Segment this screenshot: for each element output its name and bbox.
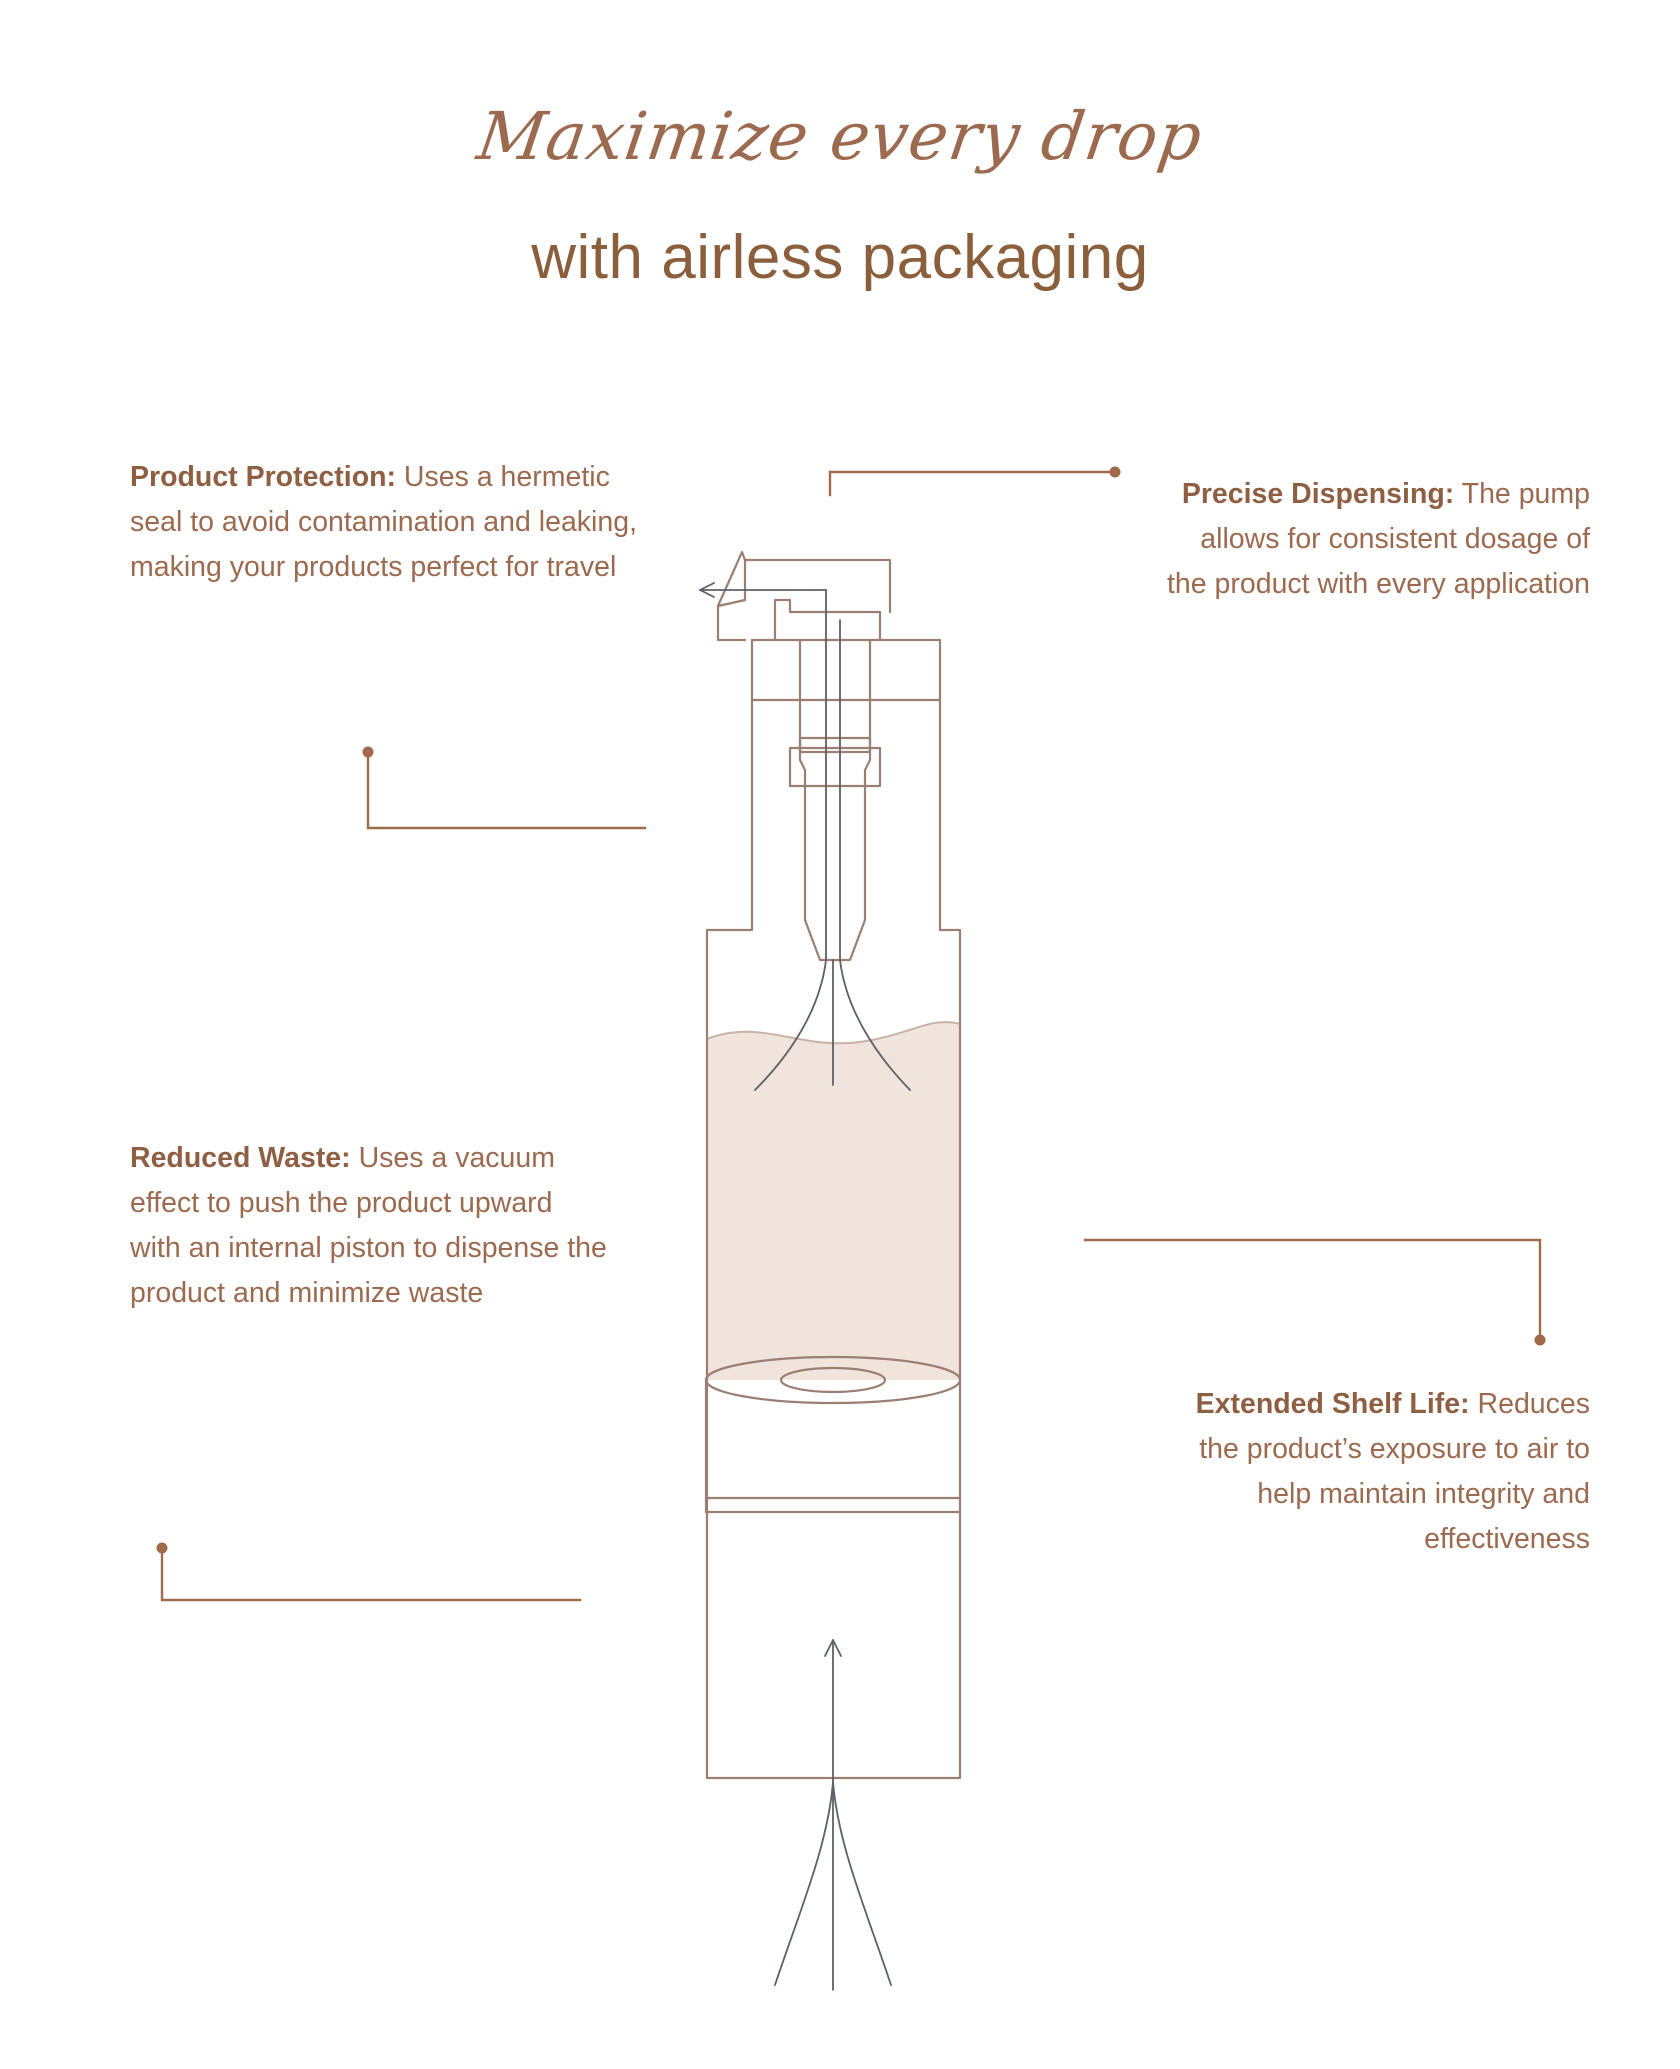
- connector-dot-protection: [363, 747, 374, 758]
- callout-heading-reduced-waste: Reduced Waste:: [130, 1142, 351, 1174]
- callout-body-precise-dispensing: The pump allows for consistent dosage of the product with every application: [1167, 478, 1590, 601]
- callout-heading-precise-dispensing: Precise Dispensing:: [1181, 478, 1455, 510]
- connector-extended-shelf-life: [1085, 1240, 1540, 1338]
- page-title: with airless packaging: [531, 223, 1149, 292]
- callout-reduced-waste: [130, 1136, 610, 1316]
- connector-dot-waste: [157, 1543, 168, 1554]
- callout-extended-shelf-life: [1150, 1382, 1590, 1562]
- connector-dot-precise: [1110, 467, 1121, 478]
- page-title-script: Maximize every drop: [472, 98, 1208, 175]
- connector-product-protection: [368, 752, 645, 828]
- connector-dot-shelf: [1535, 1335, 1546, 1346]
- callout-product-protection: [130, 455, 650, 590]
- callout-heading-product-protection: Product Protection:: [130, 461, 397, 493]
- callout-heading-extended-shelf-life: Extended Shelf Life:: [1195, 1388, 1470, 1420]
- callout-body-reduced-waste: Uses a vacuum effect to push the product upward with an internal piston to dispense the product and minimize waste: [130, 1142, 607, 1310]
- callout-body-extended-shelf-life: Reduces the product’s exposure to air to help maintain integrity and effectiveness: [1199, 1388, 1590, 1556]
- connector-precise-dispensing: [830, 472, 1113, 495]
- connector-reduced-waste: [162, 1548, 580, 1600]
- callout-precise-dispensing: [1160, 472, 1590, 607]
- callout-body-product-protection: Uses a hermetic seal to avoid contamination and leaking, making your products perfect for travel: [130, 461, 638, 584]
